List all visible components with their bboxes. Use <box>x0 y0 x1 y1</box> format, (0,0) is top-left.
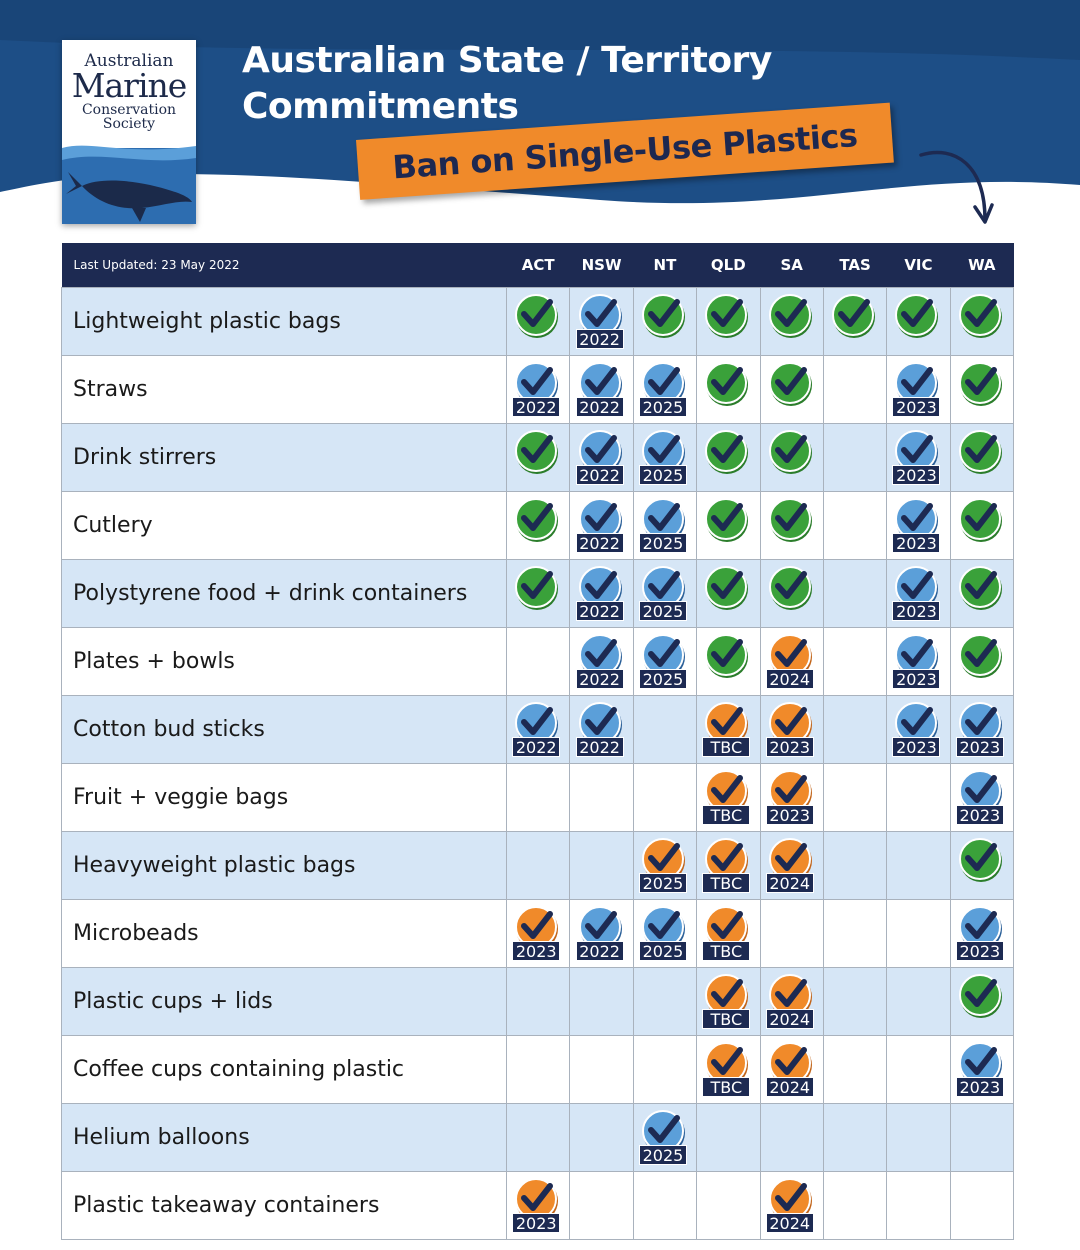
row-label: Drink stirrers <box>62 424 507 492</box>
status-cell-act <box>507 1104 570 1172</box>
banned-tick-icon <box>764 565 820 623</box>
banned-tick-icon <box>764 429 820 487</box>
status-cell-wa <box>950 1104 1013 1172</box>
banned-tick-icon <box>890 293 946 351</box>
status-cell-qld <box>697 424 760 492</box>
status-cell-qld <box>697 492 760 560</box>
status-cell-act <box>507 424 570 492</box>
status-cell-nsw <box>570 1036 633 1104</box>
status-cell-wa <box>950 628 1013 696</box>
status-cell-qld <box>697 356 760 424</box>
year-badge: 2022 <box>512 737 560 757</box>
status-cell-tas <box>823 764 886 832</box>
committed-tick-icon <box>637 361 693 419</box>
status-cell-nsw <box>570 1172 633 1240</box>
year-badge: 2024 <box>766 1009 814 1029</box>
status-cell-sa <box>760 900 823 968</box>
status-cell-sa <box>760 1172 823 1240</box>
banned-tick-icon <box>954 293 1010 351</box>
status-cell-nt <box>633 560 696 628</box>
year-badge: 2023 <box>766 737 814 757</box>
status-cell-vic <box>887 1172 950 1240</box>
banned-tick-icon <box>764 497 820 555</box>
status-cell-nsw <box>570 968 633 1036</box>
year-badge: 2022 <box>576 533 624 553</box>
committed-tick-icon <box>574 905 630 963</box>
status-cell-sa <box>760 968 823 1036</box>
year-badge: 2024 <box>766 1213 814 1233</box>
row-label: Heavyweight plastic bags <box>62 832 507 900</box>
committed-tick-icon <box>954 701 1010 759</box>
status-cell-tas <box>823 1172 886 1240</box>
committed-tick-icon <box>890 701 946 759</box>
status-cell-tas <box>823 560 886 628</box>
year-badge: 2023 <box>892 737 940 757</box>
status-cell-wa <box>950 696 1013 764</box>
year-badge: 2022 <box>576 669 624 689</box>
row-label: Fruit + veggie bags <box>62 764 507 832</box>
subtitle-banner: Ban on Single-Use Plastics <box>356 103 894 200</box>
table-row <box>62 288 1014 356</box>
status-cell-nt <box>633 288 696 356</box>
status-cell-sa <box>760 492 823 560</box>
logo-text-line-2: Marine <box>71 66 187 105</box>
status-cell-tas <box>823 1104 886 1172</box>
status-cell-vic <box>887 832 950 900</box>
row-label: Lightweight plastic bags <box>62 288 507 356</box>
banned-tick-icon <box>700 429 756 487</box>
column-header-nsw: NSW <box>570 243 633 288</box>
status-cell-sa <box>760 764 823 832</box>
status-cell-vic <box>887 356 950 424</box>
committed-tick-icon <box>510 361 566 419</box>
column-header-sa: SA <box>760 243 823 288</box>
year-badge: 2024 <box>766 1077 814 1097</box>
proposed-tick-icon <box>700 701 756 759</box>
status-cell-nsw <box>570 1104 633 1172</box>
status-cell-sa <box>760 832 823 900</box>
year-badge: 2025 <box>639 533 687 553</box>
column-header-act: ACT <box>507 243 570 288</box>
status-cell-tas <box>823 492 886 560</box>
committed-tick-icon <box>637 565 693 623</box>
commitments-table <box>61 243 1014 1240</box>
table-row <box>62 1036 1014 1104</box>
year-badge: TBC <box>702 737 750 757</box>
banned-tick-icon <box>700 361 756 419</box>
status-cell-act <box>507 696 570 764</box>
whale-icon <box>62 136 196 224</box>
year-badge: 2023 <box>766 805 814 825</box>
year-badge: 2023 <box>512 1213 560 1233</box>
committed-tick-icon <box>574 701 630 759</box>
committed-tick-icon <box>574 565 630 623</box>
banned-tick-icon <box>954 633 1010 691</box>
table-row <box>62 628 1014 696</box>
table-row <box>62 492 1014 560</box>
status-cell-nt <box>633 492 696 560</box>
banned-tick-icon <box>700 633 756 691</box>
row-label: Straws <box>62 356 507 424</box>
status-cell-qld <box>697 832 760 900</box>
committed-tick-icon <box>574 429 630 487</box>
column-header-tas: TAS <box>823 243 886 288</box>
status-cell-act <box>507 492 570 560</box>
status-cell-qld <box>697 560 760 628</box>
banned-tick-icon <box>954 497 1010 555</box>
year-badge: 2023 <box>892 601 940 621</box>
year-badge: 2022 <box>512 397 560 417</box>
row-label: Microbeads <box>62 900 507 968</box>
year-badge: TBC <box>702 805 750 825</box>
proposed-tick-icon <box>764 837 820 895</box>
status-cell-sa <box>760 1036 823 1104</box>
banned-tick-icon <box>510 293 566 351</box>
status-cell-vic <box>887 900 950 968</box>
logo-text-line-3: Conservation <box>81 102 177 118</box>
table-row <box>62 764 1014 832</box>
status-cell-wa <box>950 560 1013 628</box>
status-cell-tas <box>823 628 886 696</box>
status-cell-tas <box>823 1036 886 1104</box>
status-cell-vic <box>887 1104 950 1172</box>
committed-tick-icon <box>637 429 693 487</box>
curved-arrow-icon <box>915 145 995 230</box>
year-badge: 2023 <box>956 805 1004 825</box>
committed-tick-icon <box>574 293 630 351</box>
year-badge: 2025 <box>639 465 687 485</box>
status-cell-nsw <box>570 560 633 628</box>
status-cell-act <box>507 968 570 1036</box>
status-cell-wa <box>950 832 1013 900</box>
year-badge: 2025 <box>639 1145 687 1165</box>
banned-tick-icon <box>700 497 756 555</box>
status-cell-tas <box>823 356 886 424</box>
year-badge: 2023 <box>892 669 940 689</box>
proposed-tick-icon <box>764 973 820 1031</box>
status-cell-nt <box>633 832 696 900</box>
status-cell-sa <box>760 356 823 424</box>
status-cell-act <box>507 832 570 900</box>
status-cell-tas <box>823 424 886 492</box>
row-label: Coffee cups containing plastic <box>62 1036 507 1104</box>
year-badge: 2022 <box>576 397 624 417</box>
status-cell-nsw <box>570 696 633 764</box>
table-row <box>62 424 1014 492</box>
banned-tick-icon <box>954 565 1010 623</box>
banned-tick-icon <box>700 293 756 351</box>
status-cell-act <box>507 764 570 832</box>
banned-tick-icon <box>700 565 756 623</box>
committed-tick-icon <box>890 633 946 691</box>
status-cell-nsw <box>570 764 633 832</box>
year-badge: 2022 <box>576 941 624 961</box>
year-badge: 2023 <box>892 533 940 553</box>
status-cell-wa <box>950 424 1013 492</box>
status-cell-act <box>507 1172 570 1240</box>
status-cell-vic <box>887 628 950 696</box>
proposed-tick-icon <box>700 973 756 1031</box>
status-cell-nsw <box>570 356 633 424</box>
proposed-tick-icon <box>700 1041 756 1099</box>
table-row <box>62 832 1014 900</box>
status-cell-wa <box>950 356 1013 424</box>
row-label: Cutlery <box>62 492 507 560</box>
committed-tick-icon <box>890 429 946 487</box>
proposed-tick-icon <box>764 1041 820 1099</box>
column-header-nt: NT <box>633 243 696 288</box>
status-cell-nt <box>633 1104 696 1172</box>
amcs-logo <box>62 40 196 224</box>
row-label: Polystyrene food + drink containers <box>62 560 507 628</box>
year-badge: 2023 <box>956 737 1004 757</box>
committed-tick-icon <box>890 361 946 419</box>
committed-tick-icon <box>574 497 630 555</box>
status-cell-qld <box>697 900 760 968</box>
last-updated-label: Last Updated: 23 May 2022 <box>62 243 507 288</box>
status-cell-nt <box>633 900 696 968</box>
year-badge: TBC <box>702 1009 750 1029</box>
page-title-line-2: Commitments <box>242 86 519 127</box>
year-badge: 2023 <box>892 465 940 485</box>
status-cell-nsw <box>570 424 633 492</box>
proposed-tick-icon <box>510 905 566 963</box>
status-cell-vic <box>887 968 950 1036</box>
committed-tick-icon <box>954 1041 1010 1099</box>
status-cell-wa <box>950 900 1013 968</box>
proposed-tick-icon <box>764 701 820 759</box>
proposed-tick-icon <box>700 769 756 827</box>
year-badge: 2025 <box>639 397 687 417</box>
status-cell-nt <box>633 424 696 492</box>
status-cell-tas <box>823 832 886 900</box>
status-cell-vic <box>887 560 950 628</box>
status-cell-qld <box>697 1172 760 1240</box>
committed-tick-icon <box>637 497 693 555</box>
status-cell-wa <box>950 968 1013 1036</box>
status-cell-wa <box>950 1172 1013 1240</box>
banned-tick-icon <box>764 293 820 351</box>
year-badge: 2023 <box>892 397 940 417</box>
table-row <box>62 1104 1014 1172</box>
status-cell-qld <box>697 968 760 1036</box>
year-badge: 2022 <box>576 601 624 621</box>
proposed-tick-icon <box>637 837 693 895</box>
row-label: Cotton bud sticks <box>62 696 507 764</box>
status-cell-sa <box>760 696 823 764</box>
table-row <box>62 900 1014 968</box>
status-cell-sa <box>760 288 823 356</box>
committed-tick-icon <box>510 701 566 759</box>
status-cell-act <box>507 560 570 628</box>
status-cell-sa <box>760 628 823 696</box>
year-badge: 2023 <box>512 941 560 961</box>
proposed-tick-icon <box>700 837 756 895</box>
status-cell-nsw <box>570 832 633 900</box>
banned-tick-icon <box>510 429 566 487</box>
banned-tick-icon <box>510 565 566 623</box>
year-badge: 2023 <box>956 941 1004 961</box>
table-row <box>62 560 1014 628</box>
status-cell-tas <box>823 968 886 1036</box>
status-cell-vic <box>887 288 950 356</box>
status-cell-sa <box>760 1104 823 1172</box>
proposed-tick-icon <box>764 769 820 827</box>
proposed-tick-icon <box>700 905 756 963</box>
status-cell-nt <box>633 764 696 832</box>
committed-tick-icon <box>890 565 946 623</box>
table-row <box>62 696 1014 764</box>
proposed-tick-icon <box>510 1177 566 1235</box>
status-cell-act <box>507 356 570 424</box>
table-body <box>62 288 1014 1240</box>
status-cell-vic <box>887 764 950 832</box>
row-label: Plastic cups + lids <box>62 968 507 1036</box>
status-cell-nt <box>633 696 696 764</box>
table-row <box>62 356 1014 424</box>
banned-tick-icon <box>764 361 820 419</box>
status-cell-qld <box>697 696 760 764</box>
year-badge: TBC <box>702 941 750 961</box>
status-cell-vic <box>887 492 950 560</box>
banned-tick-icon <box>637 293 693 351</box>
status-cell-nt <box>633 968 696 1036</box>
logo-text-line-4: Society <box>102 116 156 132</box>
committed-tick-icon <box>890 497 946 555</box>
row-label: Plates + bowls <box>62 628 507 696</box>
row-label: Helium balloons <box>62 1104 507 1172</box>
status-cell-qld <box>697 764 760 832</box>
status-cell-tas <box>823 288 886 356</box>
status-cell-qld <box>697 1104 760 1172</box>
banned-tick-icon <box>510 497 566 555</box>
status-cell-wa <box>950 288 1013 356</box>
committed-tick-icon <box>637 1109 693 1167</box>
column-header-vic: VIC <box>887 243 950 288</box>
year-badge: 2023 <box>956 1077 1004 1097</box>
status-cell-nsw <box>570 628 633 696</box>
column-header-wa: WA <box>950 243 1013 288</box>
committed-tick-icon <box>637 633 693 691</box>
status-cell-qld <box>697 628 760 696</box>
status-cell-tas <box>823 900 886 968</box>
logo-text-line-1: Australian <box>84 51 174 71</box>
status-cell-act <box>507 1036 570 1104</box>
status-cell-qld <box>697 1036 760 1104</box>
year-badge: 2025 <box>639 669 687 689</box>
status-cell-act <box>507 900 570 968</box>
status-cell-vic <box>887 696 950 764</box>
table-header-row <box>62 243 1014 288</box>
status-cell-wa <box>950 764 1013 832</box>
status-cell-vic <box>887 1036 950 1104</box>
year-badge: TBC <box>702 873 750 893</box>
column-header-qld: QLD <box>697 243 760 288</box>
table-row <box>62 1172 1014 1240</box>
committed-tick-icon <box>574 361 630 419</box>
table-row <box>62 968 1014 1036</box>
year-badge: 2025 <box>639 873 687 893</box>
status-cell-sa <box>760 560 823 628</box>
status-cell-sa <box>760 424 823 492</box>
status-cell-nt <box>633 1172 696 1240</box>
status-cell-nsw <box>570 900 633 968</box>
status-cell-qld <box>697 288 760 356</box>
committed-tick-icon <box>574 633 630 691</box>
committed-tick-icon <box>954 905 1010 963</box>
year-badge: TBC <box>702 1077 750 1097</box>
status-cell-nsw <box>570 492 633 560</box>
status-cell-wa <box>950 1036 1013 1104</box>
year-badge: 2025 <box>639 941 687 961</box>
proposed-tick-icon <box>764 633 820 691</box>
banned-tick-icon <box>954 973 1010 1031</box>
proposed-tick-icon <box>764 1177 820 1235</box>
row-label: Plastic takeaway containers <box>62 1172 507 1240</box>
committed-tick-icon <box>954 769 1010 827</box>
banned-tick-icon <box>954 837 1010 895</box>
status-cell-tas <box>823 696 886 764</box>
banned-tick-icon <box>954 429 1010 487</box>
year-badge: 2024 <box>766 873 814 893</box>
year-badge: 2025 <box>639 601 687 621</box>
year-badge: 2024 <box>766 669 814 689</box>
status-cell-vic <box>887 424 950 492</box>
year-badge: 2022 <box>576 329 624 349</box>
status-cell-nt <box>633 356 696 424</box>
status-cell-nt <box>633 1036 696 1104</box>
committed-tick-icon <box>637 905 693 963</box>
year-badge: 2022 <box>576 465 624 485</box>
status-cell-nsw <box>570 288 633 356</box>
banned-tick-icon <box>827 293 883 351</box>
status-cell-nt <box>633 628 696 696</box>
page-title-line-1: Australian State / Territory <box>242 40 772 81</box>
year-badge: 2022 <box>576 737 624 757</box>
banned-tick-icon <box>954 361 1010 419</box>
status-cell-wa <box>950 492 1013 560</box>
status-cell-act <box>507 288 570 356</box>
status-cell-act <box>507 628 570 696</box>
